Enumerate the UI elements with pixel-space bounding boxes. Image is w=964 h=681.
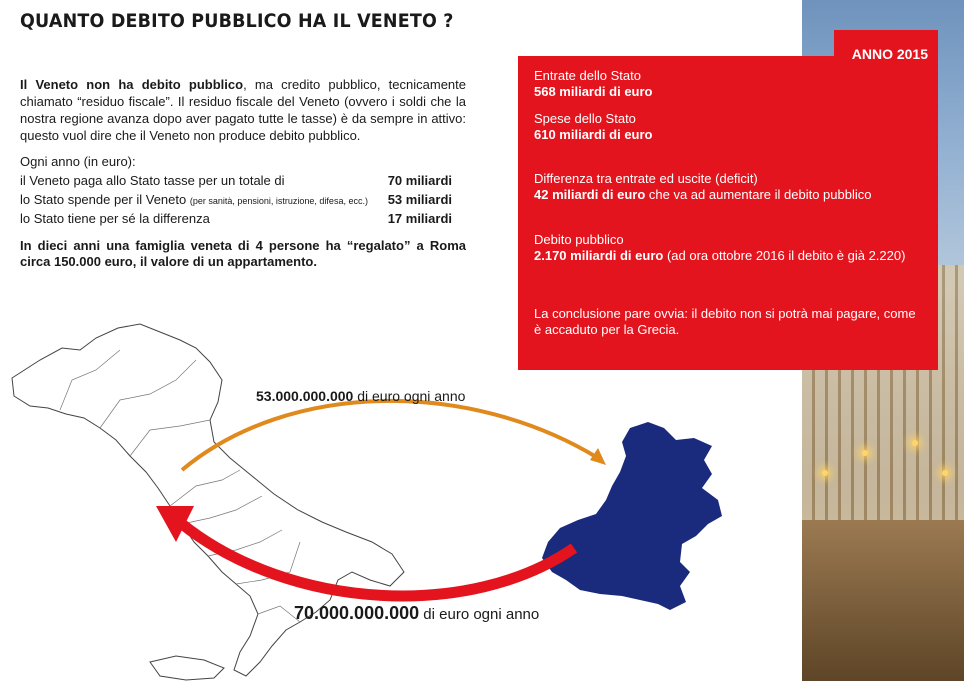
deficit-rest: che va ad aumentare il debito pubblico: [645, 187, 872, 202]
bottom-flow-label: [294, 603, 539, 624]
spese-block: [534, 111, 926, 143]
lamp-light: [912, 440, 918, 446]
row-value: 17 miliardi: [387, 211, 452, 226]
deficit-label: Differenza tra entrate ed uscite (deficit): [534, 171, 758, 186]
bottom-flow-text: di euro ogni anno: [419, 606, 540, 623]
orange-arrowhead: [590, 448, 606, 465]
table-row: [20, 190, 452, 209]
row-label-text: lo Stato spende per il Veneto: [20, 192, 190, 207]
intro-text: , ma credito pubblico, tecnicamente chiamato “residuo fiscale”. Il residuo fiscale del Veneto (ovvero i soldi che la nostra regione avanza dopo aver pagato tutte le tasse) è da sempre in attivo: questo vuol dire che il Veneto non produce debito pubblico.: [20, 77, 466, 143]
entrate-label: Entrate dello Stato: [534, 68, 641, 83]
deficit-value: 42 miliardi di euro: [534, 187, 646, 202]
row-label-text: il Veneto paga allo Stato tasse per un totale di: [20, 173, 285, 188]
lamp-light: [822, 470, 828, 476]
row-label: [20, 171, 285, 190]
bottom-flow-amount: 70.000.000.000: [294, 603, 420, 623]
row-value: 53 miliardi: [387, 192, 452, 207]
debito-block: [534, 232, 926, 264]
row-label: [20, 190, 368, 209]
entrate-value: 568 miliardi di euro: [534, 84, 653, 99]
table-row: [20, 209, 452, 228]
debito-value: 2.170 miliardi di euro: [534, 248, 664, 263]
row-label-text: lo Stato tiene per sé la differenza: [20, 211, 210, 226]
top-flow-text: di euro ogni anno: [353, 388, 466, 404]
conclusion-text: La conclusione pare ovvia: il debito non si potrà mai pagare, come è accaduto per la Grecia.: [534, 306, 916, 337]
row-note: (per sanità, pensioni, istruzione, difesa, ecc.): [189, 196, 368, 206]
debito-rest: (ad ora ottobre 2016 il debito è già 2.220): [663, 248, 906, 263]
entrate-block: [534, 68, 926, 100]
debito-label: Debito pubblico: [534, 232, 624, 247]
lamp-light: [942, 470, 948, 476]
family-note: In dieci anni una famiglia veneta di 4 persone ha “regalato” a Roma circa 150.000 euro, il valore di un appartamento.: [20, 238, 466, 269]
orange-flow-arrow: [182, 401, 598, 470]
top-flow-amount: 53.000.000.000: [256, 388, 354, 404]
row-value: 70 miliardi: [387, 173, 452, 188]
spese-value: 610 miliardi di euro: [534, 127, 653, 142]
italy-veneto-map: [0, 310, 800, 681]
veneto-shape: [542, 422, 722, 610]
intro-bold: Il Veneto non ha debito pubblico: [20, 77, 244, 92]
top-flow-label: [256, 388, 465, 404]
intro-paragraph: [20, 76, 466, 144]
deficit-block: [534, 171, 926, 203]
row-label: [20, 209, 210, 228]
spese-label: Spese dello Stato: [534, 111, 636, 126]
page-title: QUANTO DEBITO PUBBLICO HA IL VENETO ?: [20, 10, 454, 32]
photo-square: [802, 520, 964, 681]
table-row: [20, 171, 452, 190]
year-badge: ANNO 2015: [834, 30, 938, 70]
sicily-outline: [150, 656, 224, 680]
yearly-lead: Ogni anno (in euro):: [20, 154, 136, 169]
yearly-table: [20, 171, 452, 228]
lamp-light: [862, 450, 868, 456]
